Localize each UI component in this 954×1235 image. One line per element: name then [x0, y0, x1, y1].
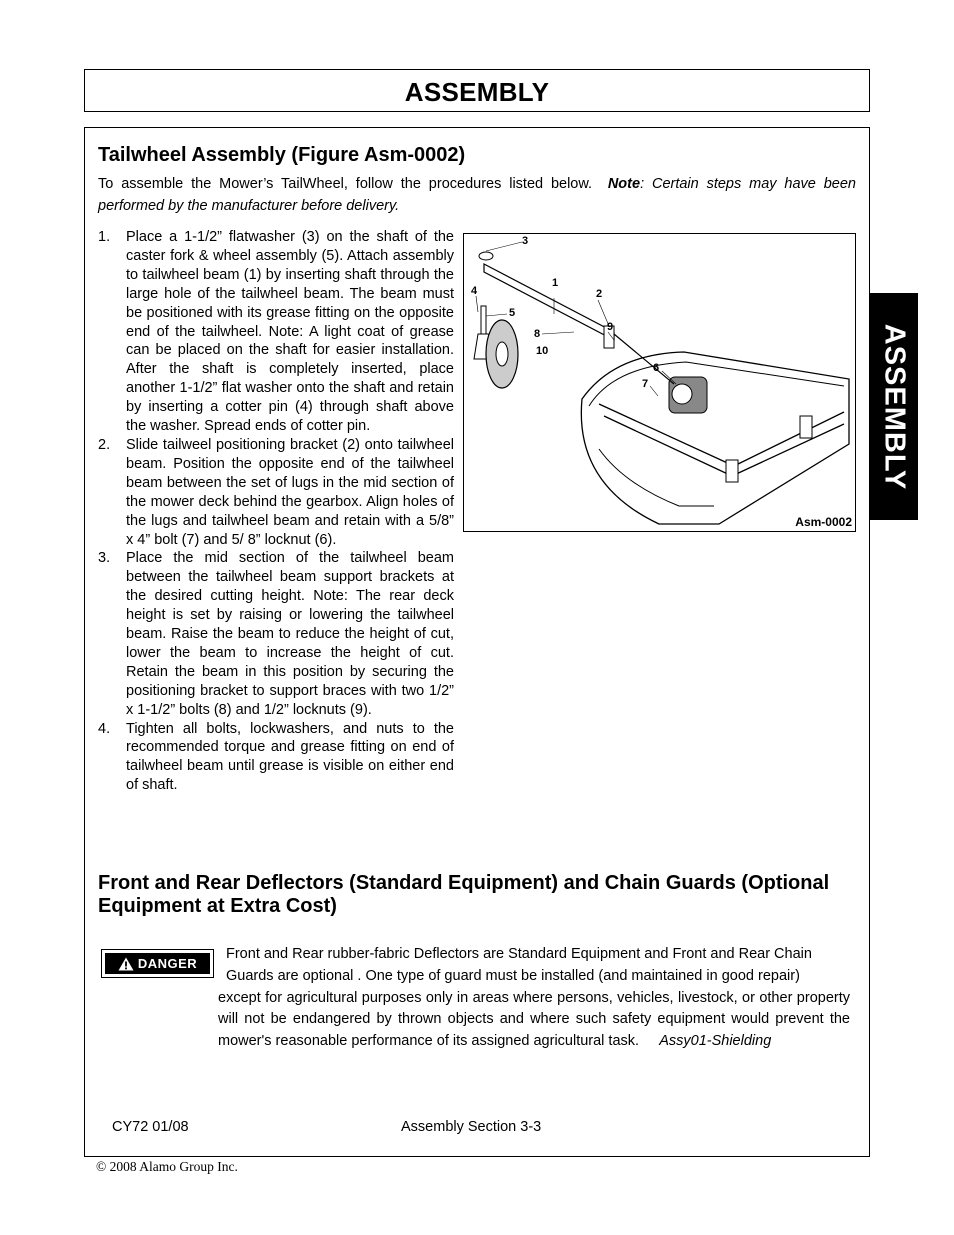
callout-2: 2: [596, 288, 603, 300]
figure-asm-0002: [463, 233, 856, 532]
step-number: 3.: [98, 550, 111, 567]
callout-8: 8: [534, 328, 541, 340]
callout-5: 5: [509, 307, 516, 319]
tailwheel-diagram: [464, 234, 855, 531]
danger-reference: Assy01-Shielding: [659, 1033, 772, 1050]
section-title-tailwheel: Tailwheel Assembly (Figure Asm-0002): [98, 144, 466, 166]
list-item: [98, 436, 454, 549]
callout-4: 4: [471, 285, 478, 297]
side-tab-label: ASSEMBLY: [878, 323, 910, 490]
section-title-deflectors: Front and Rear Deflectors (Standard Equipment) and Chain Guards (Optional Equipment at Extra Cost): [98, 872, 830, 917]
intro-text: To assemble the Mower’s TailWheel, follow the procedures listed below.: [98, 176, 593, 192]
callout-9: 9: [607, 321, 614, 333]
side-tab: [869, 293, 918, 520]
step-number: 4.: [98, 720, 111, 737]
hitch-bracket-2: [800, 416, 812, 438]
intro-paragraph: [98, 173, 856, 217]
callout-6: 6: [653, 362, 660, 374]
step-text: Place the mid section of the tailwheel beam between the tailwheel beam support brackets at the desired cutting height. Note: The rear deck height is set by raising or lowering the tailwheel beam. Raise the beam to reduce the height of cut, lower the beam to increase the height of cut. Retain the beam in this position by securing the positioning bracket to support braces with two 1/2” x 1-1/2” bolts (8) and 1/2” locknuts (9).: [126, 550, 454, 718]
danger-line-1: Front and Rear rubber-fabric Deflectors are Standard Equipment and Front and Rear Chain: [226, 946, 812, 962]
footer-model-date: CY72 01/08: [112, 1119, 189, 1135]
warning-triangle-icon: [118, 957, 134, 971]
danger-badge: [101, 949, 214, 978]
callout-7: 7: [642, 378, 649, 390]
danger-label: DANGER: [137, 956, 198, 971]
callout-10: 10: [536, 345, 549, 357]
copyright: © 2008 Alamo Group Inc.: [96, 1159, 238, 1174]
flat-washer: [479, 252, 493, 260]
danger-body: except for agricultural purposes only in areas where persons, vehicles, livestock, or other property will not be endangered by thrown objects and where such safety equipment would prevent the mower's reasonable performance of its assigned agricultural task.: [218, 989, 850, 1050]
intro-note-text: : Certain steps may have been performed by the manufacturer before delivery.: [98, 176, 856, 214]
list-item: [98, 549, 454, 719]
figure-caption: Asm-0002: [795, 515, 852, 529]
danger-line-2: Guards are optional . One type of guard must be installed (and maintained in good repair): [226, 967, 800, 984]
tail-wheel-hub: [496, 342, 508, 366]
step-text: Place a 1-1/2” flatwasher (3) on the shaft of the caster fork & wheel assembly (5). Attach assembly to tailwheel beam (1) by inserting shaft through the large hole of the tailwheel beam. The beam must be positioned with its grease fitting on the opposite end of the tailwheel. Note: A light coat of grease can be placed on the shaft for easier installation. After the shaft is completely inserted, place another 1-1/2” flat washer onto the shaft and retain by inserting a cotter pin (4) through shaft above the washer. Spread ends of cotter pin.: [126, 229, 454, 435]
callout-3: 3: [522, 235, 529, 247]
danger-paragraph: [218, 944, 850, 1053]
assembly-steps-list: [98, 228, 454, 795]
list-item: [98, 228, 454, 436]
footer-section-page: Assembly Section 3-3: [401, 1119, 542, 1135]
intro-note-label: Note: [607, 176, 641, 192]
gearbox-hub: [672, 384, 692, 404]
step-text: Tighten all bolts, lockwashers, and nuts to the recommended torque and grease fitting on end of tailwheel beam until grease is visible on either end of shaft.: [126, 720, 454, 794]
list-item: [98, 720, 454, 796]
header-bar: [84, 69, 870, 112]
step-text: Slide tailweel positioning bracket (2) onto tailwheel beam. Position the opposite end of the tailwheel beam between the set of lugs in the mid section of the mower deck behind the gearbox. Align holes of the lugs and tailwheel beam and retain with a 5/8” x 4” bolt (7) and 5/ 8” locknut (6).: [126, 436, 454, 548]
caster-shaft: [481, 306, 486, 334]
hitch-bracket: [726, 460, 738, 482]
page-header-title: ASSEMBLY: [404, 77, 550, 107]
callout-1: 1: [552, 277, 559, 289]
step-number: 1.: [98, 229, 111, 245]
step-number: 2.: [98, 436, 111, 453]
